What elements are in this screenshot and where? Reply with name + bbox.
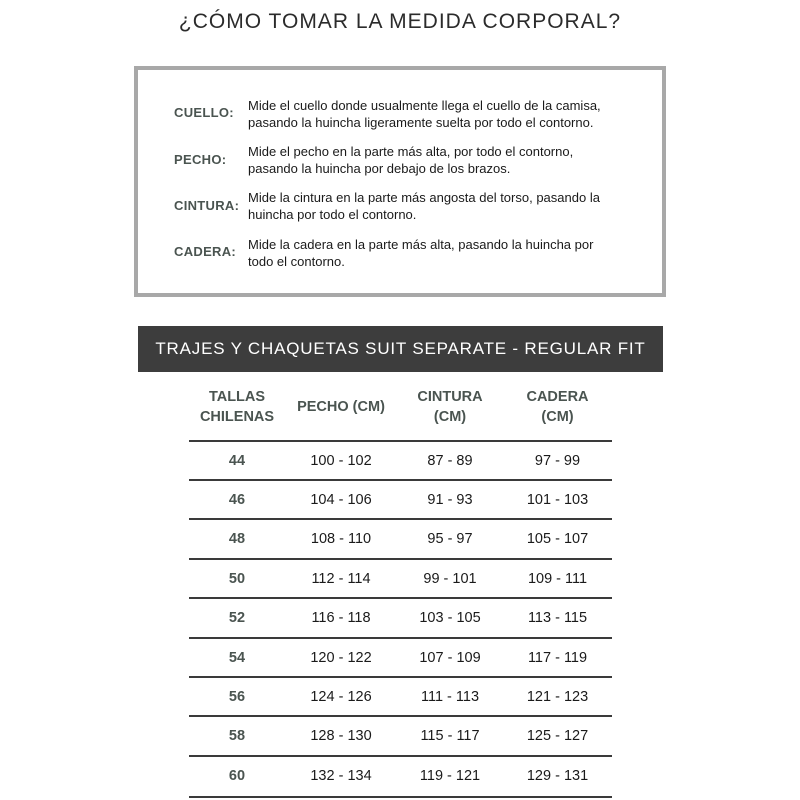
pecho-cell: 132 - 134 bbox=[310, 768, 372, 784]
cintura-cell: 115 - 117 bbox=[420, 728, 480, 744]
guide-line: Mide el cuello donde usualmente llega el cuello de la camisa, bbox=[248, 98, 601, 113]
guide-line: todo el contorno. bbox=[248, 254, 345, 269]
guide-label: CADERA: bbox=[174, 244, 237, 259]
pecho-cell: 108 - 110 bbox=[310, 531, 372, 547]
pecho-cell: 100 - 102 bbox=[310, 453, 372, 469]
table-row bbox=[189, 715, 612, 756]
cadera-cell: 117 - 119 bbox=[527, 650, 588, 666]
cadera-cell: 101 - 103 bbox=[526, 492, 589, 508]
header-cadera bbox=[503, 387, 612, 427]
measurement-guide bbox=[134, 66, 666, 297]
table-row bbox=[189, 755, 612, 798]
size-cell: 44 bbox=[228, 453, 246, 469]
cintura-cell: 91 - 93 bbox=[427, 492, 473, 508]
header-cintura bbox=[397, 387, 503, 427]
guide-label: CUELLO: bbox=[174, 105, 234, 120]
cintura-cell: 95 - 97 bbox=[427, 531, 473, 547]
table-row bbox=[189, 637, 612, 678]
size-cell: 60 bbox=[228, 768, 246, 784]
cadera-cell: 97 - 99 bbox=[534, 453, 581, 469]
cintura-cell: 111 - 113 bbox=[420, 689, 480, 705]
header-line: PECHO (CM) bbox=[297, 399, 385, 415]
section-banner: TRAJES Y CHAQUETAS SUIT SEPARATE - REGULAR FIT bbox=[138, 326, 663, 372]
cadera-cell: 113 - 115 bbox=[527, 610, 588, 626]
guide-line: Mide la cintura en la parte más angosta del torso, pasando la bbox=[248, 190, 600, 205]
guide-label: PECHO: bbox=[174, 152, 227, 167]
table-row bbox=[189, 597, 612, 638]
cintura-cell: 107 - 109 bbox=[419, 650, 481, 666]
pecho-cell: 128 - 130 bbox=[310, 728, 372, 744]
guide-label: CINTURA: bbox=[174, 198, 240, 213]
size-cell: 50 bbox=[228, 571, 246, 587]
pecho-cell: 124 - 126 bbox=[310, 689, 372, 705]
guide-line: Mide la cadera en la parte más alta, pasando la huincha por bbox=[248, 237, 594, 252]
guide-line: pasando la huincha por debajo de los brazos. bbox=[248, 161, 511, 176]
guide-line: Mide el pecho en la parte más alta, por todo el contorno, bbox=[248, 144, 574, 159]
guide-line: huincha por todo el contorno. bbox=[248, 207, 417, 222]
page-title: ¿CÓMO TOMAR LA MEDIDA CORPORAL? bbox=[178, 10, 622, 33]
header-line: (CM) bbox=[433, 409, 467, 425]
header-line: (CM) bbox=[541, 409, 574, 425]
cintura-cell: 119 - 121 bbox=[419, 768, 481, 784]
guide-text bbox=[248, 189, 648, 223]
cintura-cell: 87 - 89 bbox=[427, 453, 473, 469]
guide-text bbox=[248, 236, 648, 270]
header-line: TALLAS bbox=[208, 389, 266, 405]
size-cell: 58 bbox=[228, 728, 246, 744]
header-line: CINTURA bbox=[417, 389, 483, 405]
header-line: CHILENAS bbox=[199, 409, 275, 425]
header-line: CADERA bbox=[526, 389, 589, 405]
cadera-cell: 109 - 111 bbox=[527, 571, 588, 587]
cadera-cell: 125 - 127 bbox=[526, 728, 589, 744]
table-row bbox=[189, 558, 612, 599]
size-cell: 46 bbox=[228, 492, 246, 508]
size-cell: 54 bbox=[228, 650, 246, 666]
cadera-cell: 105 - 107 bbox=[526, 531, 589, 547]
cadera-cell: 129 - 131 bbox=[526, 768, 589, 784]
header-tallas bbox=[189, 387, 285, 427]
pecho-cell: 116 - 118 bbox=[311, 610, 371, 626]
header-pecho bbox=[285, 397, 397, 417]
pecho-cell: 120 - 122 bbox=[310, 650, 372, 666]
cintura-cell: 99 - 101 bbox=[423, 571, 477, 587]
size-cell: 52 bbox=[228, 610, 246, 626]
guide-line: pasando la huincha ligeramente suelta por todo el contorno. bbox=[248, 115, 594, 130]
table-row bbox=[189, 479, 612, 520]
table-row bbox=[189, 676, 612, 717]
size-cell: 56 bbox=[228, 689, 246, 705]
cadera-cell: 121 - 123 bbox=[526, 689, 589, 705]
size-cell: 48 bbox=[228, 531, 246, 547]
guide-text bbox=[248, 143, 648, 177]
table-row bbox=[189, 440, 612, 481]
guide-text bbox=[248, 97, 648, 131]
pecho-cell: 112 - 114 bbox=[311, 571, 371, 587]
cintura-cell: 103 - 105 bbox=[419, 610, 481, 626]
table-row bbox=[189, 518, 612, 559]
pecho-cell: 104 - 106 bbox=[310, 492, 372, 508]
